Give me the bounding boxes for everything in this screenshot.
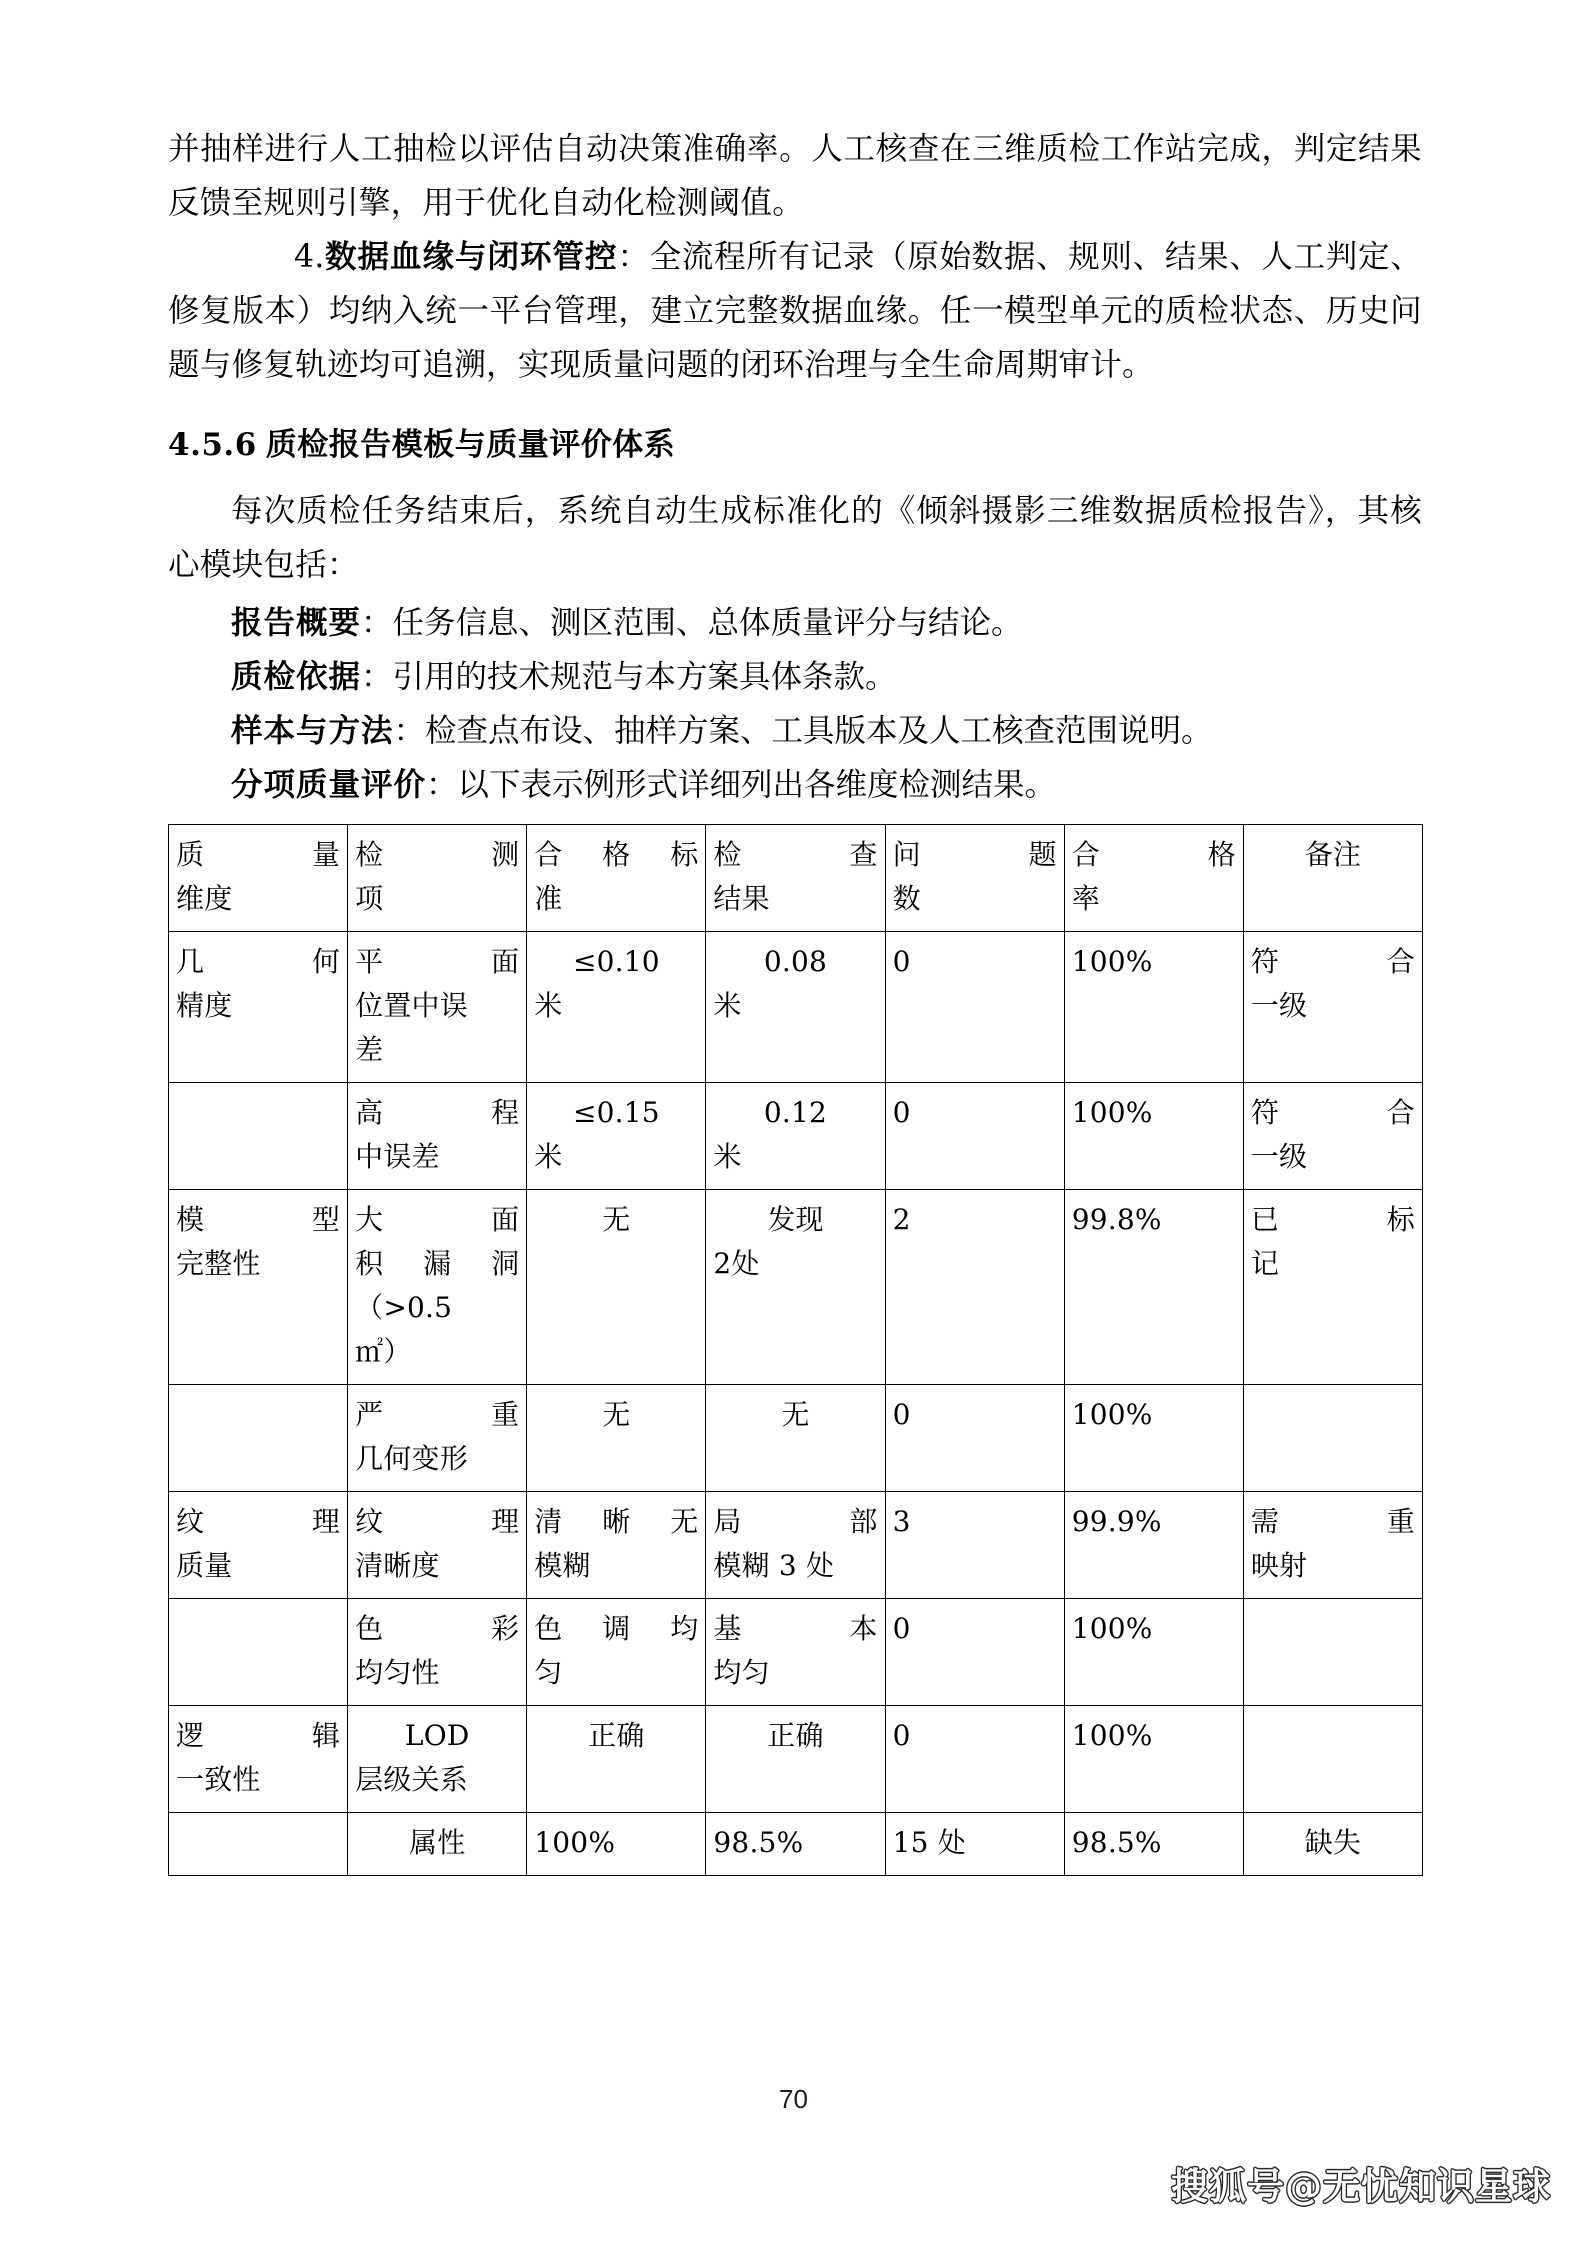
cell-standard: 100% (527, 1813, 706, 1876)
cell-item: 严重 几何变形 (348, 1385, 527, 1492)
page-content (168, 122, 1422, 1876)
table-row (169, 1599, 1423, 1706)
table-row (169, 1385, 1423, 1492)
cell-pass-rate: 99.9% (1064, 1492, 1243, 1599)
table-header-row (169, 825, 1423, 932)
cell-result: 0.08 米 (706, 932, 885, 1083)
column-header-pass-rate: 合格 率 (1064, 825, 1243, 932)
definition-term: 质检依据 (231, 658, 362, 695)
cell-pass-rate: 100% (1064, 1385, 1243, 1492)
cell-note (1243, 1599, 1422, 1706)
cell-dimension: 纹理 质量 (169, 1492, 348, 1599)
cell-note: 需重 映射 (1243, 1492, 1422, 1599)
cell-item: 高程 中误差 (348, 1083, 527, 1190)
definition-item (168, 704, 1422, 758)
cell-pass-rate: 100% (1064, 932, 1243, 1083)
cell-problem-count: 0 (885, 1706, 1064, 1813)
cell-dimension (169, 1599, 348, 1706)
page-number: 70 (779, 2084, 808, 2114)
cell-pass-rate: 98.5% (1064, 1813, 1243, 1876)
cell-pass-rate: 100% (1064, 1599, 1243, 1706)
cell-problem-count: 3 (885, 1492, 1064, 1599)
cell-problem-count: 15 处 (885, 1813, 1064, 1876)
cell-dimension (169, 1385, 348, 1492)
table-row (169, 1492, 1423, 1599)
definition-text: ：任务信息、测区范围、总体质量评分与结论。 (361, 605, 1023, 641)
column-header-item: 检测 项 (348, 825, 527, 932)
column-header-note: 备注 (1243, 825, 1422, 932)
section-intro: 每次质检任务结束后，系统自动生成标准化的《倾斜摄影三维数据质检报告》，其核心模块包括： (168, 493, 1422, 583)
cell-standard: 无 (527, 1385, 706, 1492)
cell-problem-count: 2 (885, 1190, 1064, 1385)
cell-item: 属性 (348, 1813, 527, 1876)
section-title: 质检报告模板与质量评价体系 (265, 427, 676, 463)
numbered-item-4 (168, 230, 1422, 392)
cell-dimension (169, 1083, 348, 1190)
table-row (169, 1190, 1423, 1385)
table-body (169, 932, 1423, 1876)
cell-item: 色彩 均匀性 (348, 1599, 527, 1706)
column-header-problem-count: 问题 数 (885, 825, 1064, 932)
table-header (169, 825, 1423, 932)
cell-dimension (169, 1813, 348, 1876)
definition-term: 报告概要 (231, 604, 362, 641)
section-number: 4.5.6 (168, 427, 257, 463)
cell-pass-rate: 99.8% (1064, 1190, 1243, 1385)
definition-item (168, 650, 1422, 704)
item-body: ：全流程所有记录（原始数据、规则、结果、人工判定、修复版本）均纳入统一平台管理，建立完整数据血缘。任一模型单元的质检状态、历史问题与修复轨迹均可追溯，实现质量问题的闭环治理与全生命周期审计。 (168, 239, 1422, 383)
cell-result: 98.5% (706, 1813, 885, 1876)
cell-result: 0.12 米 (706, 1083, 885, 1190)
definition-item (168, 596, 1422, 650)
definition-term: 分项质量评价 (231, 766, 427, 803)
definition-item (168, 758, 1422, 812)
cell-result: 基本 均匀 (706, 1599, 885, 1706)
cell-standard: 正确 (527, 1706, 706, 1813)
cell-problem-count: 0 (885, 1599, 1064, 1706)
cell-pass-rate: 100% (1064, 1706, 1243, 1813)
paragraph-continuation: 并抽样进行人工抽检以评估自动决策准确率。人工核查在三维质检工作站完成，判定结果反馈至规则引擎，用于优化自动化检测阈值。 (168, 131, 1422, 221)
quality-evaluation-table (168, 824, 1423, 1876)
definition-term: 样本与方法 (231, 712, 394, 749)
cell-dimension: 模型 完整性 (169, 1190, 348, 1385)
cell-problem-count: 0 (885, 1083, 1064, 1190)
cell-note (1243, 1706, 1422, 1813)
cell-standard: 无 (527, 1190, 706, 1385)
cell-note: 符合 一级 (1243, 932, 1422, 1083)
cell-standard: ≤0.10 米 (527, 932, 706, 1083)
cell-standard: ≤0.15 米 (527, 1083, 706, 1190)
cell-note (1243, 1385, 1422, 1492)
cell-result: 局部 模糊 3 处 (706, 1492, 885, 1599)
cell-item: LOD 层级关系 (348, 1706, 527, 1813)
cell-dimension: 逻辑 一致性 (169, 1706, 348, 1813)
watermark: 搜狐号@无忧知识星球 (1171, 2165, 1551, 2208)
item-number: 4. (294, 239, 325, 275)
cell-dimension: 几何 精度 (169, 932, 348, 1083)
cell-item: 大面 积漏洞 （>0.5 ㎡） (348, 1190, 527, 1385)
cell-note: 缺失 (1243, 1813, 1422, 1876)
table-row (169, 1706, 1423, 1813)
cell-note: 符合 一级 (1243, 1083, 1422, 1190)
section-heading (168, 418, 1422, 472)
table-row (169, 1083, 1423, 1190)
column-header-result: 检查 结果 (706, 825, 885, 932)
cell-item: 平面 位置中误 差 (348, 932, 527, 1083)
cell-standard: 色调均 匀 (527, 1599, 706, 1706)
definition-text: ：引用的技术规范与本方案具体条款。 (361, 659, 897, 695)
definition-list (168, 596, 1422, 812)
table-row (169, 932, 1423, 1083)
definition-text: ：检查点布设、抽样方案、工具版本及人工核查范围说明。 (393, 713, 1213, 749)
cell-result: 发现 2处 (706, 1190, 885, 1385)
cell-pass-rate: 100% (1064, 1083, 1243, 1190)
cell-standard: 清晰无 模糊 (527, 1492, 706, 1599)
item-term: 数据血缘与闭环管控 (324, 238, 618, 275)
column-header-dimension: 质量 维度 (169, 825, 348, 932)
table-row (169, 1813, 1423, 1876)
cell-result: 正确 (706, 1706, 885, 1813)
column-header-standard: 合格标 准 (527, 825, 706, 932)
definition-text: ：以下表示例形式详细列出各维度检测结果。 (426, 767, 1057, 803)
cell-problem-count: 0 (885, 932, 1064, 1083)
cell-item: 纹理 清晰度 (348, 1492, 527, 1599)
cell-problem-count: 0 (885, 1385, 1064, 1492)
cell-note: 已标 记 (1243, 1190, 1422, 1385)
cell-result: 无 (706, 1385, 885, 1492)
